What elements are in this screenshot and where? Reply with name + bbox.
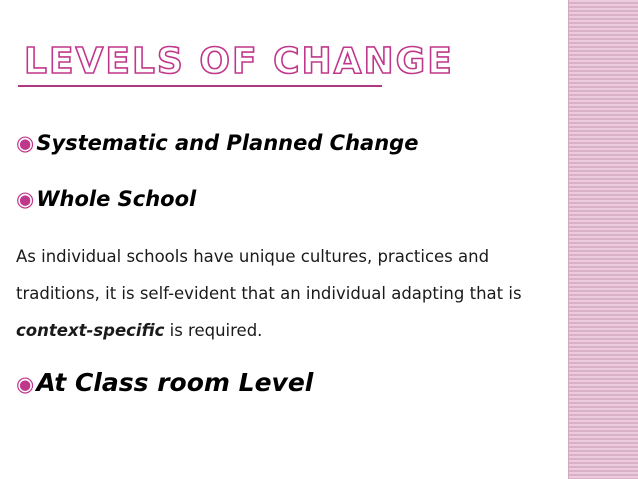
- bullet-item-class-room-level: [16, 368, 313, 397]
- body-paragraph: [16, 238, 576, 349]
- decorative-stripe-band: [568, 0, 638, 479]
- bullet-text: Whole School: [36, 187, 197, 211]
- title-underline: [18, 85, 382, 87]
- bullet-item-systematic-change: [16, 131, 418, 155]
- bullet-text: Systematic and Planned Change: [36, 131, 419, 155]
- paragraph-text-part2: is required.: [164, 321, 263, 340]
- paragraph-text-part1: As individual schools have unique cultures, practices and traditions, it is self-evident that an individual adapting that is: [16, 247, 522, 303]
- paragraph-emphasis: context-specific: [16, 321, 165, 340]
- target-bullet-icon: ◉: [16, 187, 35, 211]
- slide-title: LEVELS OF CHANGE: [24, 41, 454, 82]
- target-bullet-icon: ◉: [16, 131, 35, 155]
- bullet-text: At Class room Level: [36, 368, 314, 397]
- bullet-item-whole-school: [16, 187, 196, 211]
- target-bullet-icon: ◉: [16, 372, 35, 396]
